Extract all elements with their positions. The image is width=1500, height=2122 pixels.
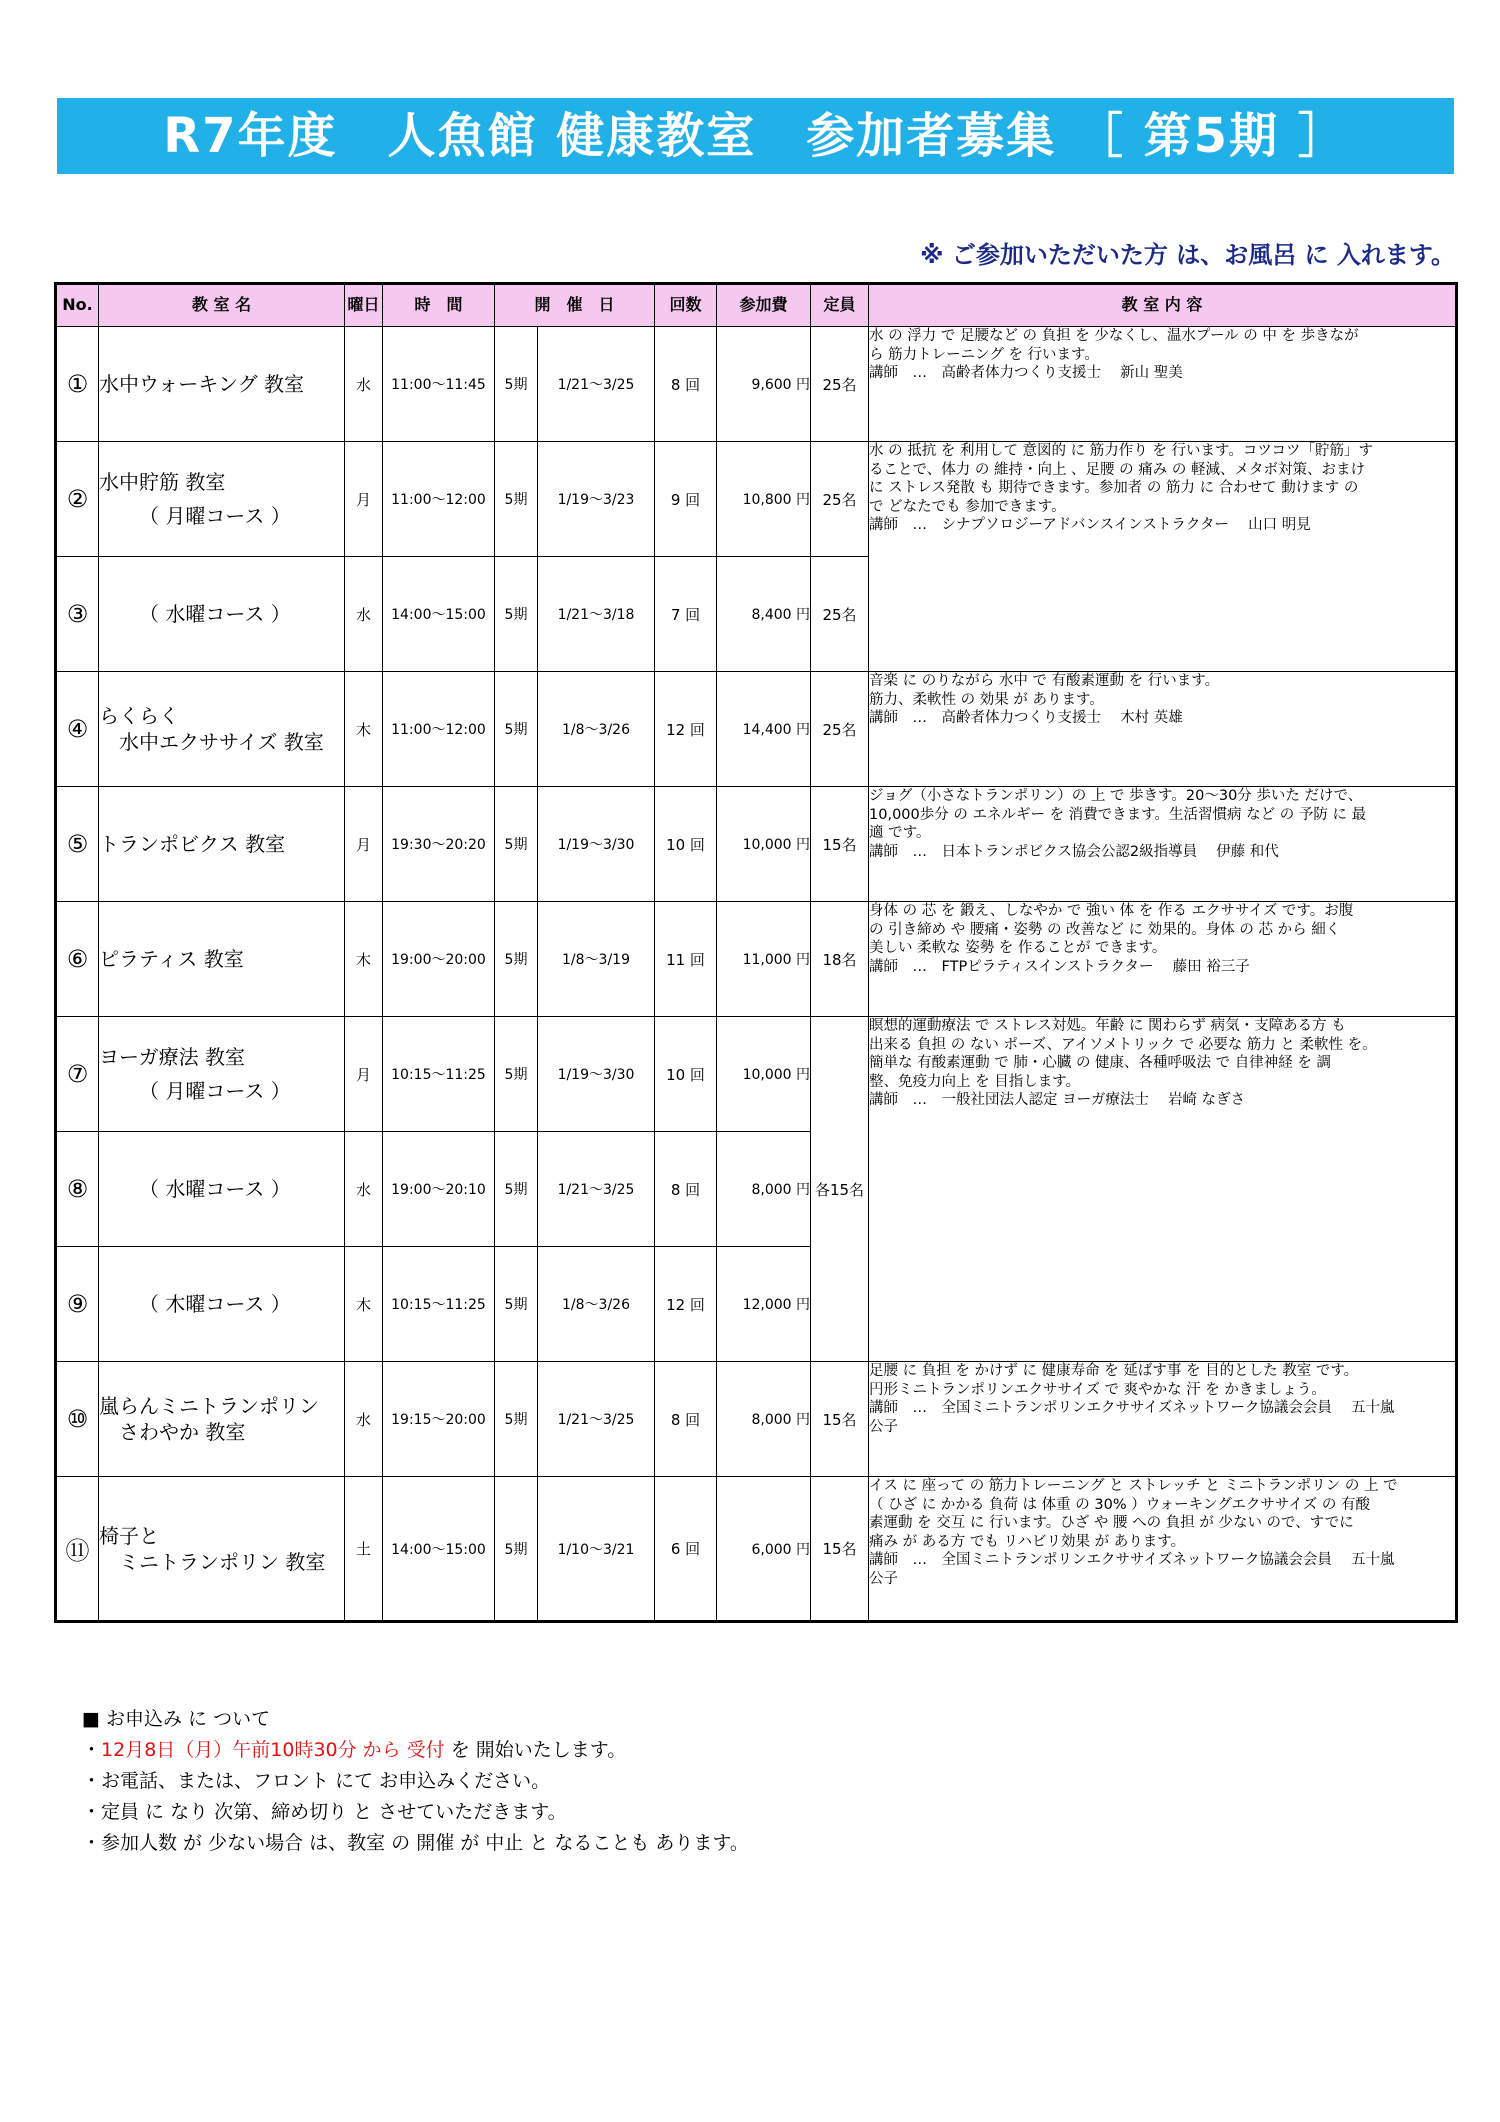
class-dates: 1/19～3/30	[538, 1017, 655, 1132]
class-count: 10 回	[655, 787, 717, 902]
class-time: 10:15～11:25	[383, 1017, 495, 1132]
class-time: 11:00～12:00	[383, 442, 495, 557]
content-line: 筋力、柔軟性 の 効果 が あります。	[869, 691, 1104, 708]
class-period: 5期	[495, 1247, 538, 1362]
header-day: 曜日	[345, 284, 383, 327]
class-fee: 6,000 円	[717, 1477, 811, 1622]
content-line: ジョグ（小さなトランポリン）の 上 で 歩きす。20～30分 歩いた だけで、	[869, 788, 1363, 804]
bath-note: ※ ご参加いただいた方 は、お風呂 に 入れます。	[920, 241, 1455, 269]
class-count: 6 回	[655, 1477, 717, 1622]
class-schedule-table	[54, 282, 1458, 1623]
application-info	[82, 1704, 749, 1859]
class-count: 12 回	[655, 1247, 717, 1362]
content-line: 瞑想的運動療法 で ストレス対処。年齢 に 関わらず 病気・支障ある方 も	[869, 1018, 1346, 1034]
class-content	[869, 1017, 1457, 1362]
class-course: （ 月曜コース ）	[139, 1079, 291, 1103]
table-row	[56, 1477, 1457, 1622]
class-dates: 1/8～3/26	[538, 672, 655, 787]
class-dates: 1/21～3/18	[538, 557, 655, 672]
application-start-date: 12月8日（月）午前10時30分 から 受付	[101, 1739, 445, 1761]
class-day: 水	[345, 1362, 383, 1477]
content-line: 足腰 に 負担 を かけず に 健康寿命 を 延ばす事 を 目的とした 教室 です。	[869, 1363, 1359, 1379]
class-fee: 8,400 円	[717, 557, 811, 672]
class-name-line: ヨーガ療法 教室	[99, 1045, 245, 1069]
class-fee: 10,000 円	[717, 1017, 811, 1132]
class-name	[99, 1017, 345, 1132]
class-content	[869, 1362, 1457, 1477]
class-fee: 11,000 円	[717, 902, 811, 1017]
class-day: 水	[345, 1132, 383, 1247]
application-line-text: を 開始いたします。	[444, 1739, 627, 1761]
class-content	[869, 787, 1457, 902]
content-line: 素運動 を 交互 に 行います。ひざ や 腰 への 負担 が 少ない ので、すでに	[869, 1515, 1354, 1532]
class-name	[99, 557, 345, 672]
class-dates: 1/21～3/25	[538, 327, 655, 442]
class-dates: 1/19～3/23	[538, 442, 655, 557]
class-name	[99, 1362, 345, 1477]
class-period: 5期	[495, 902, 538, 1017]
content-line: 簡単な 有酸素運動 で 肺・心臓 の 健康、各種呼吸法 で 自律神経 を 調	[869, 1055, 1331, 1072]
content-line: 水 の 浮力 で 足腰など の 負担 を 少なくし、温水プール の 中 を 歩きなが	[869, 328, 1359, 344]
content-line: 痛み が ある方 でも リハビリ効果 が あります。	[869, 1533, 1186, 1550]
class-capacity: 25名	[811, 672, 869, 787]
content-line: 出来る 負担 の ない ポーズ、アイソメトリック で 必要な 筋力 と 柔軟性 を。	[869, 1036, 1377, 1053]
content-line: 公子	[869, 1570, 899, 1587]
row-number: ①	[56, 327, 99, 442]
class-capacity: 25名	[811, 557, 869, 672]
content-line: 講師 … FTPピラティスインストラクター 藤田 裕三子	[869, 958, 1250, 975]
page-title: R7年度 人魚館 健康教室 参加者募集 ［ 第5期 ］	[57, 98, 1454, 174]
header-fee: 参加費	[717, 284, 811, 327]
content-line: に ストレス発散 も 期待できます。参加者 の 筋力 に 合わせて 動けます の	[869, 480, 1359, 497]
table-row	[56, 672, 1457, 787]
row-number: ④	[56, 672, 99, 787]
class-name-line: ミニトランポリン 教室	[119, 1549, 326, 1574]
class-day: 土	[345, 1477, 383, 1622]
class-capacity: 25名	[811, 327, 869, 442]
class-period: 5期	[495, 327, 538, 442]
class-capacity: 15名	[811, 1362, 869, 1477]
class-count: 8 回	[655, 1362, 717, 1477]
content-line: ら 筋力トレーニング を 行います。	[869, 346, 1099, 363]
class-day: 月	[345, 1017, 383, 1132]
class-fee: 8,000 円	[717, 1132, 811, 1247]
content-line: ることで、体力 の 維持・向上 、足腰 の 痛み の 軽減、メタボ対策、おまけ	[869, 461, 1365, 478]
header-count: 回数	[655, 284, 717, 327]
class-period: 5期	[495, 1362, 538, 1477]
content-line: 講師 … シナプソロジーアドバンスインストラクター 山口 明見	[869, 517, 1311, 534]
row-number: ③	[56, 557, 99, 672]
row-number: ②	[56, 442, 99, 557]
class-name-line: らくらく	[99, 704, 179, 728]
class-content	[869, 672, 1457, 787]
application-line: ・お電話、または、フロント にて お申込みください。	[82, 1770, 551, 1792]
class-fee: 10,000 円	[717, 787, 811, 902]
class-count: 12 回	[655, 672, 717, 787]
table-header-row	[56, 284, 1457, 327]
row-number: ⑦	[56, 1017, 99, 1132]
application-heading: ■ お申込み に ついて	[82, 1708, 271, 1730]
application-line	[82, 1735, 749, 1766]
class-day: 木	[345, 672, 383, 787]
header-capacity: 定員	[811, 284, 869, 327]
class-fee: 12,000 円	[717, 1247, 811, 1362]
content-line: 美しい 柔軟な 姿勢 を 作ることが できます。	[869, 940, 1167, 957]
class-content	[869, 442, 1457, 672]
class-period: 5期	[495, 442, 538, 557]
class-course: （ 木曜コース ）	[139, 1292, 291, 1316]
class-dates: 1/10～3/21	[538, 1477, 655, 1622]
content-line: （ ひざ に かかる 負荷 は 体重 の 30% ）ウォーキングエクササイズ の 有酸	[869, 1496, 1370, 1513]
class-course: （ 水曜コース ）	[139, 602, 291, 626]
class-day: 水	[345, 327, 383, 442]
class-name	[99, 1477, 345, 1622]
header-no: No.	[56, 284, 99, 327]
class-capacity: 各15名	[811, 1017, 869, 1362]
content-line: で どなたでも 参加できます。	[869, 498, 1066, 515]
class-day: 木	[345, 1247, 383, 1362]
class-name-line: 嵐らんミニトランポリン	[99, 1394, 319, 1418]
table-row	[56, 442, 1457, 557]
class-dates: 1/8～3/26	[538, 1247, 655, 1362]
class-time: 11:00～11:45	[383, 327, 495, 442]
content-line: 適 です。	[869, 825, 931, 842]
class-period: 5期	[495, 672, 538, 787]
class-name-line: 水中エクササイズ 教室	[119, 730, 324, 754]
class-dates: 1/21～3/25	[538, 1132, 655, 1247]
content-line: 講師 … 日本トランポビクス協会公認2級指導員 伊藤 和代	[869, 843, 1279, 860]
class-day: 月	[345, 787, 383, 902]
class-count: 11 回	[655, 902, 717, 1017]
class-fee: 10,800 円	[717, 442, 811, 557]
class-name	[99, 1132, 345, 1247]
class-count: 8 回	[655, 327, 717, 442]
content-line: 講師 … 一般社団法人認定 ヨーガ療法士 岩崎 なぎさ	[869, 1092, 1246, 1109]
content-line: 公子	[869, 1418, 899, 1435]
class-time: 19:30～20:20	[383, 787, 495, 902]
table-row	[56, 787, 1457, 902]
content-line: 講師 … 全国ミニトランポリンエクササイズネットワーク協議会会員 五十嵐	[869, 1552, 1395, 1569]
class-dates: 1/8～3/19	[538, 902, 655, 1017]
class-count: 8 回	[655, 1132, 717, 1247]
class-day: 木	[345, 902, 383, 1017]
content-line: 講師 … 高齢者体力つくり支援士 木村 英雄	[869, 710, 1183, 727]
class-day: 月	[345, 442, 383, 557]
class-course: （ 月曜コース ）	[139, 504, 291, 528]
class-count: 7 回	[655, 557, 717, 672]
class-time: 19:00～20:10	[383, 1132, 495, 1247]
class-capacity: 18名	[811, 902, 869, 1017]
class-time: 19:15～20:00	[383, 1362, 495, 1477]
header-time: 時 間	[383, 284, 495, 327]
row-number: ⑤	[56, 787, 99, 902]
class-time: 10:15～11:25	[383, 1247, 495, 1362]
class-period: 5期	[495, 557, 538, 672]
class-period: 5期	[495, 787, 538, 902]
bullet: ・	[82, 1739, 102, 1761]
class-name	[99, 1247, 345, 1362]
row-number: ⑥	[56, 902, 99, 1017]
application-line: ・定員 に なり 次第、締め切り と させていただきます。	[82, 1801, 567, 1823]
class-time: 14:00～15:00	[383, 1477, 495, 1622]
class-name-line: さわやか 教室	[119, 1420, 246, 1444]
content-line: 水 の 抵抗 を 利用して 意図的 に 筋力作り を 行います。コツコツ「貯筋」す	[869, 443, 1374, 459]
class-name	[99, 327, 345, 442]
class-capacity: 15名	[811, 787, 869, 902]
content-line: 円形ミニトランポリンエクササイズ で 爽やかな 汗 を かきましょう。	[869, 1381, 1326, 1398]
class-content	[869, 1477, 1457, 1622]
class-name-line: 水中貯筋 教室	[99, 470, 226, 494]
header-content: 教 室 内 容	[869, 284, 1457, 327]
class-name	[99, 902, 345, 1017]
class-day: 水	[345, 557, 383, 672]
class-content	[869, 327, 1457, 442]
class-course: （ 水曜コース ）	[139, 1177, 291, 1201]
class-dates: 1/21～3/25	[538, 1362, 655, 1477]
class-name-line: ピラティス 教室	[99, 947, 244, 971]
class-capacity: 25名	[811, 442, 869, 557]
class-name-line: 椅子と	[99, 1523, 159, 1548]
content-line: 講師 … 高齢者体力つくり支援士 新山 聖美	[869, 365, 1183, 382]
row-number: ⑨	[56, 1247, 99, 1362]
content-line: 講師 … 全国ミニトランポリンエクササイズネットワーク協議会会員 五十嵐	[869, 1400, 1395, 1417]
row-number: ⑪	[56, 1477, 99, 1622]
class-count: 10 回	[655, 1017, 717, 1132]
table-row	[56, 1362, 1457, 1477]
class-name-line: トランポビクス 教室	[99, 832, 286, 856]
class-count: 9 回	[655, 442, 717, 557]
content-line: 身体 の 芯 を 鍛え、しなやか で 強い 体 を 作る エクササイズ です。お腹	[869, 903, 1354, 919]
table-row	[56, 327, 1457, 442]
class-content	[869, 902, 1457, 1017]
class-fee: 14,400 円	[717, 672, 811, 787]
class-time: 14:00～15:00	[383, 557, 495, 672]
class-capacity: 15名	[811, 1477, 869, 1622]
class-time: 19:00～20:00	[383, 902, 495, 1017]
application-line: ・参加人数 が 少ない場合 は、教室 の 開催 が 中止 と なることも あります。	[82, 1832, 749, 1854]
class-name-line: 水中ウォーキング 教室	[99, 372, 304, 396]
header-dates: 開 催 日	[495, 284, 655, 327]
content-line: 10,000歩分 の エネルギー を 消費できます。生活習慣病 など の 予防 に 最	[869, 806, 1367, 823]
class-name	[99, 442, 345, 557]
header-name: 教 室 名	[99, 284, 345, 327]
content-line: 音楽 に のりながら 水中 で 有酸素運動 を 行います。	[869, 673, 1220, 689]
table-row	[56, 902, 1457, 1017]
class-dates: 1/19～3/30	[538, 787, 655, 902]
class-name	[99, 787, 345, 902]
class-period: 5期	[495, 1017, 538, 1132]
content-line: 整、免疫力向上 を 目指します。	[869, 1073, 1081, 1090]
row-number: ⑩	[56, 1362, 99, 1477]
content-line: イス に 座って の 筋力トレーニング と ストレッチ と ミニトランポリン の 上 で	[869, 1478, 1398, 1494]
content-line: の 引き締め や 腰痛・姿勢 の 改善など に 効果的。身体 の 芯 から 細く	[869, 921, 1341, 938]
class-fee: 9,600 円	[717, 327, 811, 442]
class-name	[99, 672, 345, 787]
class-period: 5期	[495, 1132, 538, 1247]
class-fee: 8,000 円	[717, 1362, 811, 1477]
class-time: 11:00～12:00	[383, 672, 495, 787]
table-row	[56, 1017, 1457, 1132]
class-period: 5期	[495, 1477, 538, 1622]
row-number: ⑧	[56, 1132, 99, 1247]
